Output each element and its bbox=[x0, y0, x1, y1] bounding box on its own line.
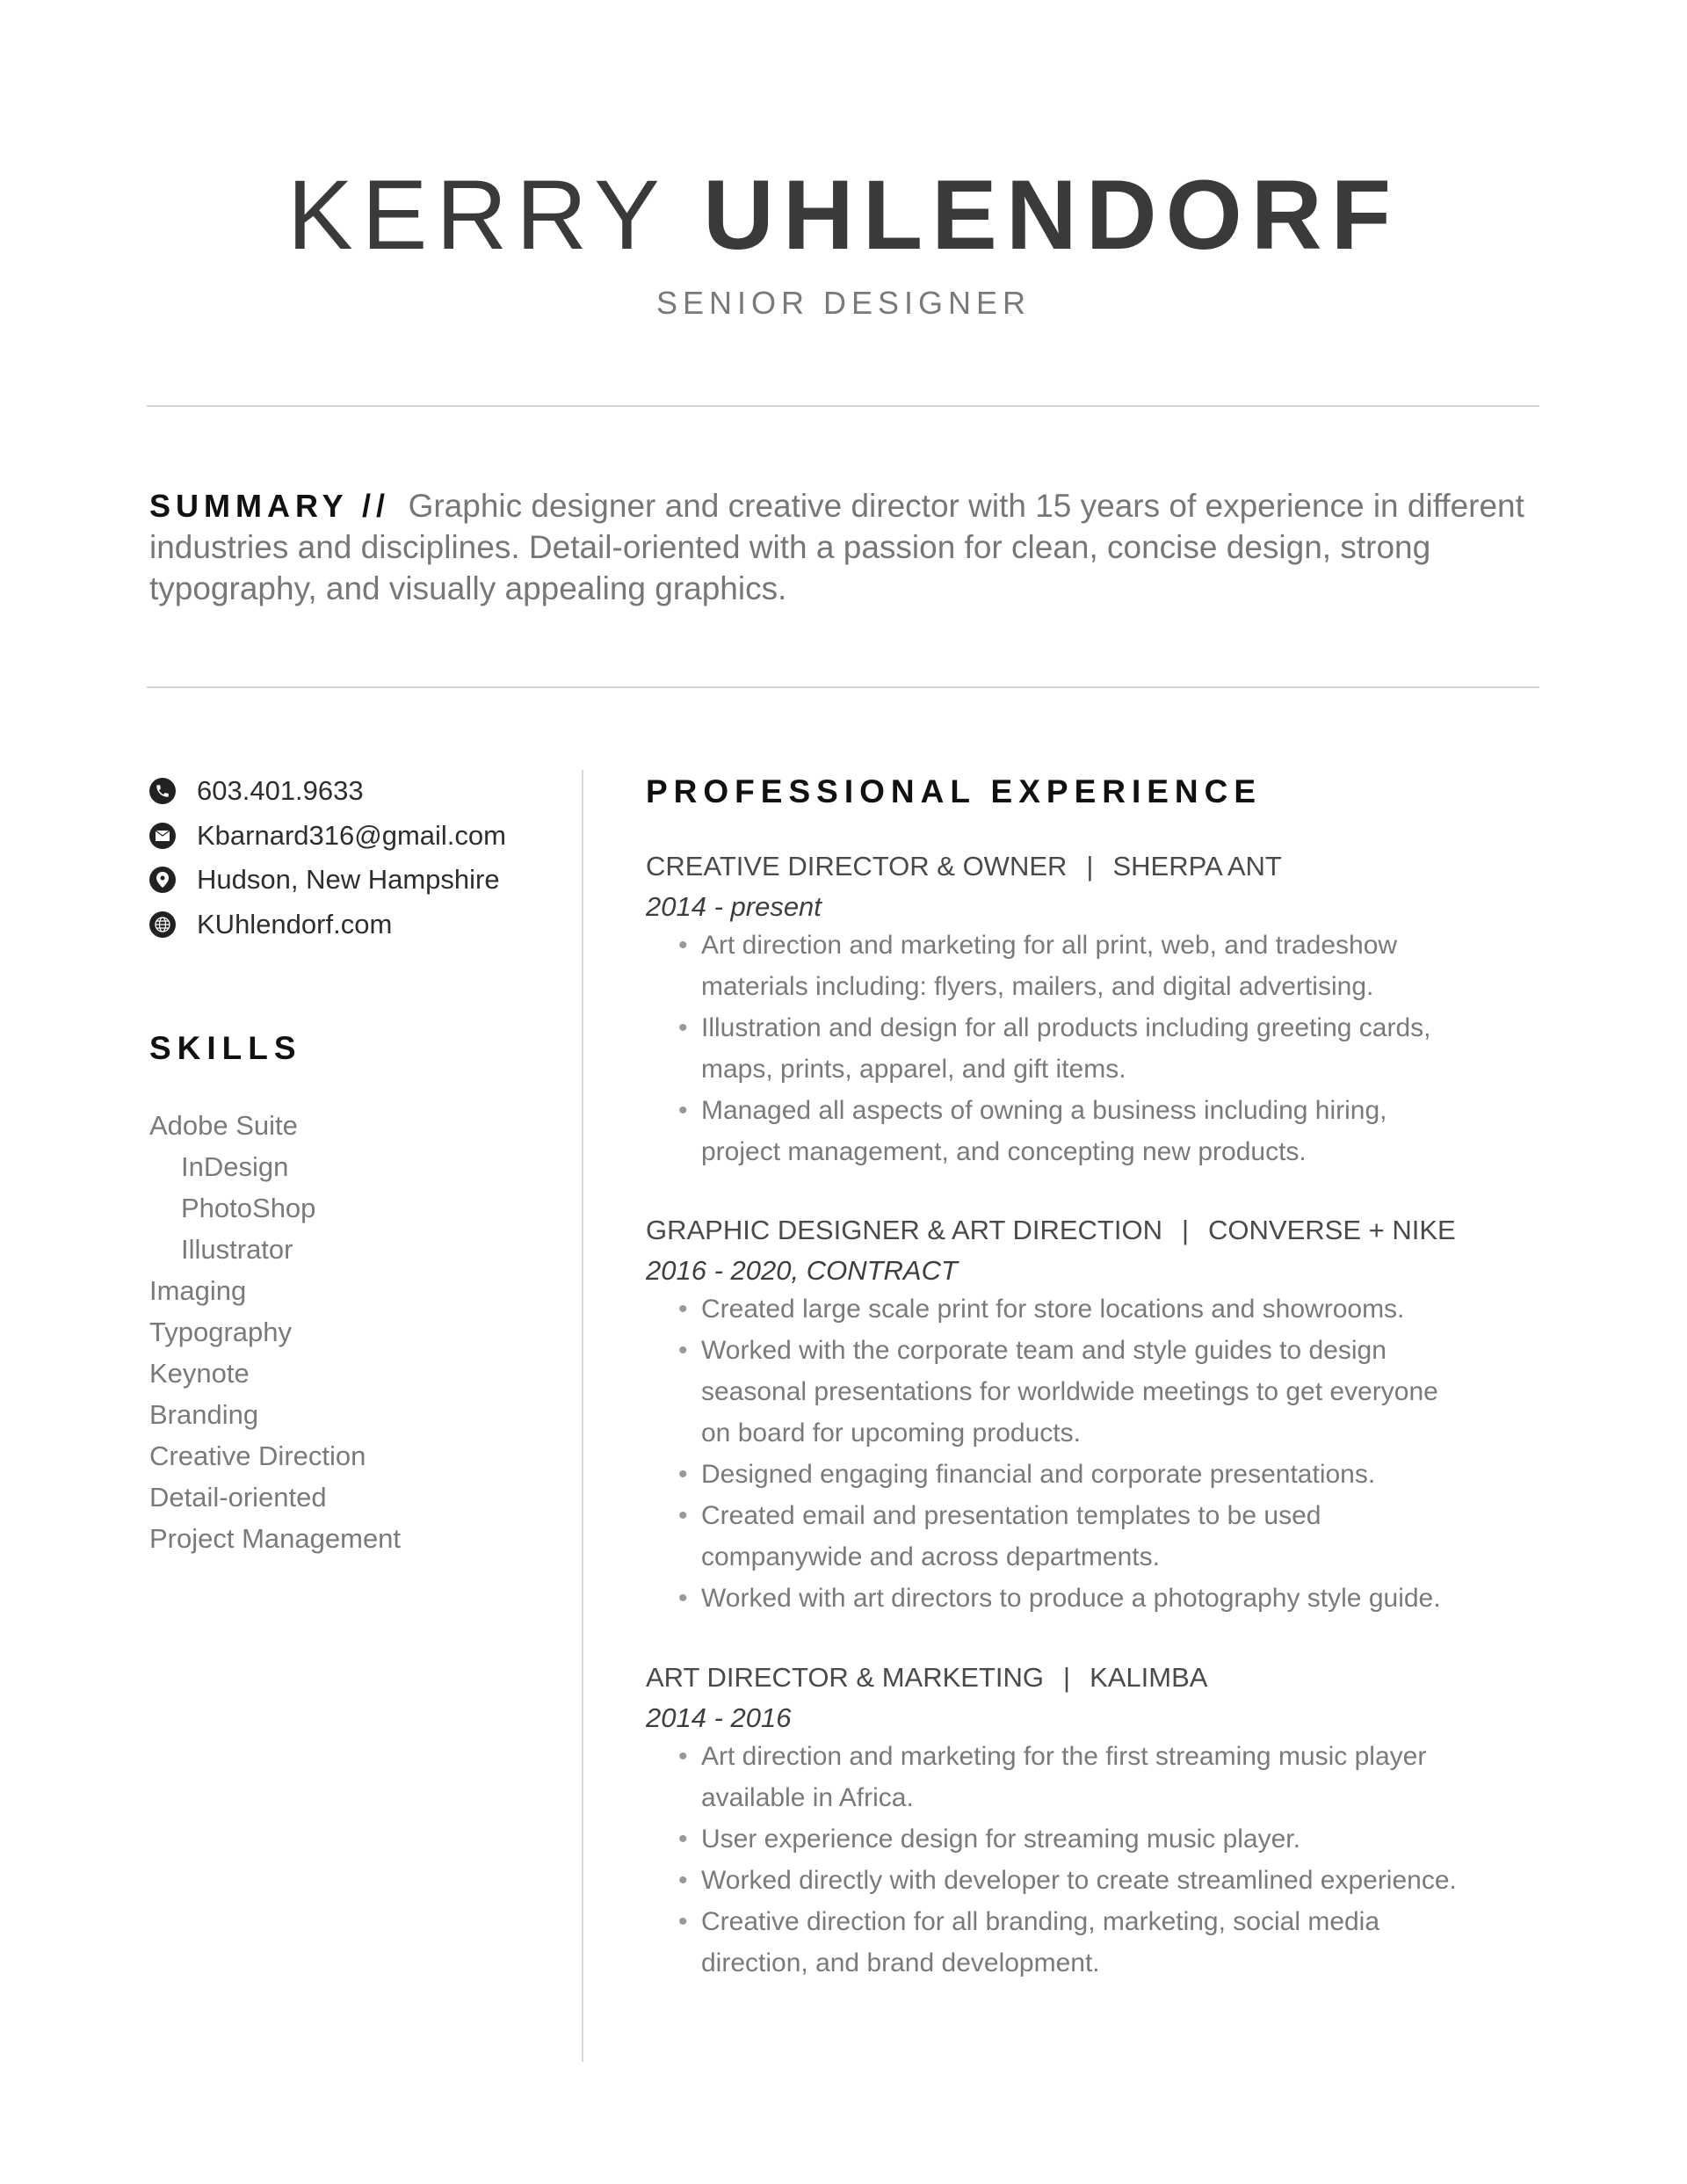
skill-item: InDesign bbox=[181, 1151, 289, 1182]
job-bullet bbox=[678, 1454, 1557, 1495]
bullet-line: Worked with the corporate team and style guides to design bbox=[701, 1336, 1387, 1365]
skill-item: Typography bbox=[149, 1317, 292, 1347]
summary bbox=[149, 485, 1546, 609]
job-bullet bbox=[678, 1007, 1557, 1090]
bullet-line: Created large scale print for store locations and showrooms. bbox=[701, 1295, 1405, 1324]
first-name: KERRY bbox=[286, 160, 667, 270]
bullet-icon: • bbox=[678, 1013, 688, 1042]
job-bullet bbox=[678, 1736, 1557, 1818]
bullet-icon: • bbox=[678, 1295, 688, 1324]
bullet-icon: • bbox=[678, 1336, 688, 1365]
job-bullet bbox=[678, 925, 1557, 1007]
bullet-icon: • bbox=[678, 1742, 688, 1771]
job-bullet bbox=[678, 1090, 1557, 1172]
bullet-icon: • bbox=[678, 1501, 688, 1530]
divider bbox=[147, 405, 1539, 407]
job-bullet bbox=[678, 1860, 1557, 1901]
phone-icon bbox=[149, 778, 176, 804]
job-heading bbox=[646, 851, 1282, 882]
bullet-icon: • bbox=[678, 1825, 688, 1854]
bullet-icon: • bbox=[678, 931, 688, 960]
bullet-line: available in Africa. bbox=[701, 1783, 914, 1812]
bullet-line: Worked directly with developer to create streamlined experience. bbox=[701, 1866, 1457, 1895]
skill-item: PhotoShop bbox=[181, 1193, 316, 1223]
job-role: ART DIRECTOR & MARKETING bbox=[646, 1662, 1045, 1693]
job-bullet bbox=[678, 1495, 1557, 1578]
job-company: KALIMBA bbox=[1090, 1662, 1208, 1693]
job-bullet bbox=[678, 1901, 1557, 1984]
skills-heading: SKILLS bbox=[149, 1030, 302, 1066]
bullet-line: Designed engaging financial and corporate presentations. bbox=[701, 1460, 1376, 1489]
job-bullet bbox=[678, 1818, 1557, 1860]
bullet-line: seasonal presentations for worldwide meetings to get everyone bbox=[701, 1377, 1438, 1406]
last-name: UHLENDORF bbox=[702, 160, 1400, 270]
contact-text: Kbarnard316@gmail.com bbox=[197, 819, 506, 851]
skill-item: Imaging bbox=[149, 1275, 247, 1306]
separator: | bbox=[1063, 1662, 1071, 1693]
bullet-line: companywide and across departments. bbox=[701, 1542, 1160, 1571]
job-heading bbox=[646, 1215, 1456, 1246]
contact-item[interactable] bbox=[149, 862, 500, 897]
column-divider bbox=[582, 770, 583, 2062]
job-role: GRAPHIC DESIGNER & ART DIRECTION bbox=[646, 1215, 1162, 1245]
summary-text: Graphic designer and creative director with 15 years of experience in different industries and disciplines. Detail-oriented with a passion for clean, concise design, strong typography, and visually appealing graphics. bbox=[149, 488, 1524, 606]
bullet-line: Art direction and marketing for all print, web, and tradeshow bbox=[701, 931, 1398, 960]
job-bullet bbox=[678, 1578, 1557, 1619]
contact-item[interactable] bbox=[149, 773, 364, 809]
skill-item: Adobe Suite bbox=[149, 1110, 298, 1141]
location-icon bbox=[149, 867, 176, 893]
separator: | bbox=[1181, 1215, 1190, 1245]
separator: | bbox=[1086, 851, 1094, 882]
job-title: SENIOR DESIGNER bbox=[655, 285, 1032, 321]
bullet-icon: • bbox=[678, 1907, 688, 1936]
bullet-line: Illustration and design for all products including greeting cards, bbox=[701, 1013, 1431, 1042]
candidate-name bbox=[0, 158, 1687, 272]
bullet-icon: • bbox=[678, 1866, 688, 1895]
job-dates: 2014 - present bbox=[646, 891, 822, 922]
bullet-line: Managed all aspects of owning a business including hiring, bbox=[701, 1096, 1387, 1125]
job-bullet bbox=[678, 1330, 1557, 1454]
bullet-line: direction, and brand development. bbox=[701, 1948, 1100, 1977]
job-dates: 2014 - 2016 bbox=[646, 1702, 792, 1733]
bullet-icon: • bbox=[678, 1584, 688, 1613]
contact-text: Hudson, New Hampshire bbox=[197, 864, 500, 895]
bullet-line: Creative direction for all branding, marketing, social media bbox=[701, 1907, 1380, 1936]
bullet-line: User experience design for streaming music player. bbox=[701, 1825, 1300, 1854]
skill-item: Illustrator bbox=[181, 1234, 293, 1265]
skill-item: Creative Direction bbox=[149, 1440, 366, 1471]
skill-item: Detail-oriented bbox=[149, 1482, 327, 1513]
job-company: SHERPA ANT bbox=[1112, 851, 1282, 882]
contact-item[interactable] bbox=[149, 818, 506, 853]
contact-text: KUhlendorf.com bbox=[197, 908, 393, 940]
summary-label: SUMMARY // bbox=[149, 488, 391, 524]
bullet-line: project management, and concepting new products. bbox=[701, 1137, 1307, 1166]
bullet-icon: • bbox=[678, 1460, 688, 1489]
bullet-line: Created email and presentation templates to be used bbox=[701, 1501, 1321, 1530]
bullet-line: Worked with art directors to produce a photography style guide. bbox=[701, 1584, 1441, 1613]
skill-item: Keynote bbox=[149, 1358, 250, 1389]
bullet-line: Art direction and marketing for the first streaming music player bbox=[701, 1742, 1427, 1771]
job-role: CREATIVE DIRECTOR & OWNER bbox=[646, 851, 1068, 882]
bullet-icon: • bbox=[678, 1096, 688, 1125]
contact-text: 603.401.9633 bbox=[197, 775, 364, 806]
globe-icon bbox=[149, 911, 176, 938]
job-bullet bbox=[678, 1288, 1557, 1330]
bullet-line: materials including: flyers, mailers, and digital advertising. bbox=[701, 972, 1374, 1001]
skill-item: Project Management bbox=[149, 1523, 402, 1554]
contact-item[interactable] bbox=[149, 907, 392, 942]
bullet-line: maps, prints, apparel, and gift items. bbox=[701, 1055, 1126, 1084]
bullet-line: on board for upcoming products. bbox=[701, 1419, 1081, 1448]
job-dates: 2016 - 2020, CONTRACT bbox=[646, 1255, 958, 1286]
skill-item: Branding bbox=[149, 1399, 259, 1430]
job-heading bbox=[646, 1662, 1207, 1694]
divider bbox=[147, 686, 1539, 688]
experience-heading: PROFESSIONAL EXPERIENCE bbox=[646, 773, 1263, 809]
email-icon bbox=[149, 823, 176, 849]
job-company: CONVERSE + NIKE bbox=[1208, 1215, 1456, 1245]
